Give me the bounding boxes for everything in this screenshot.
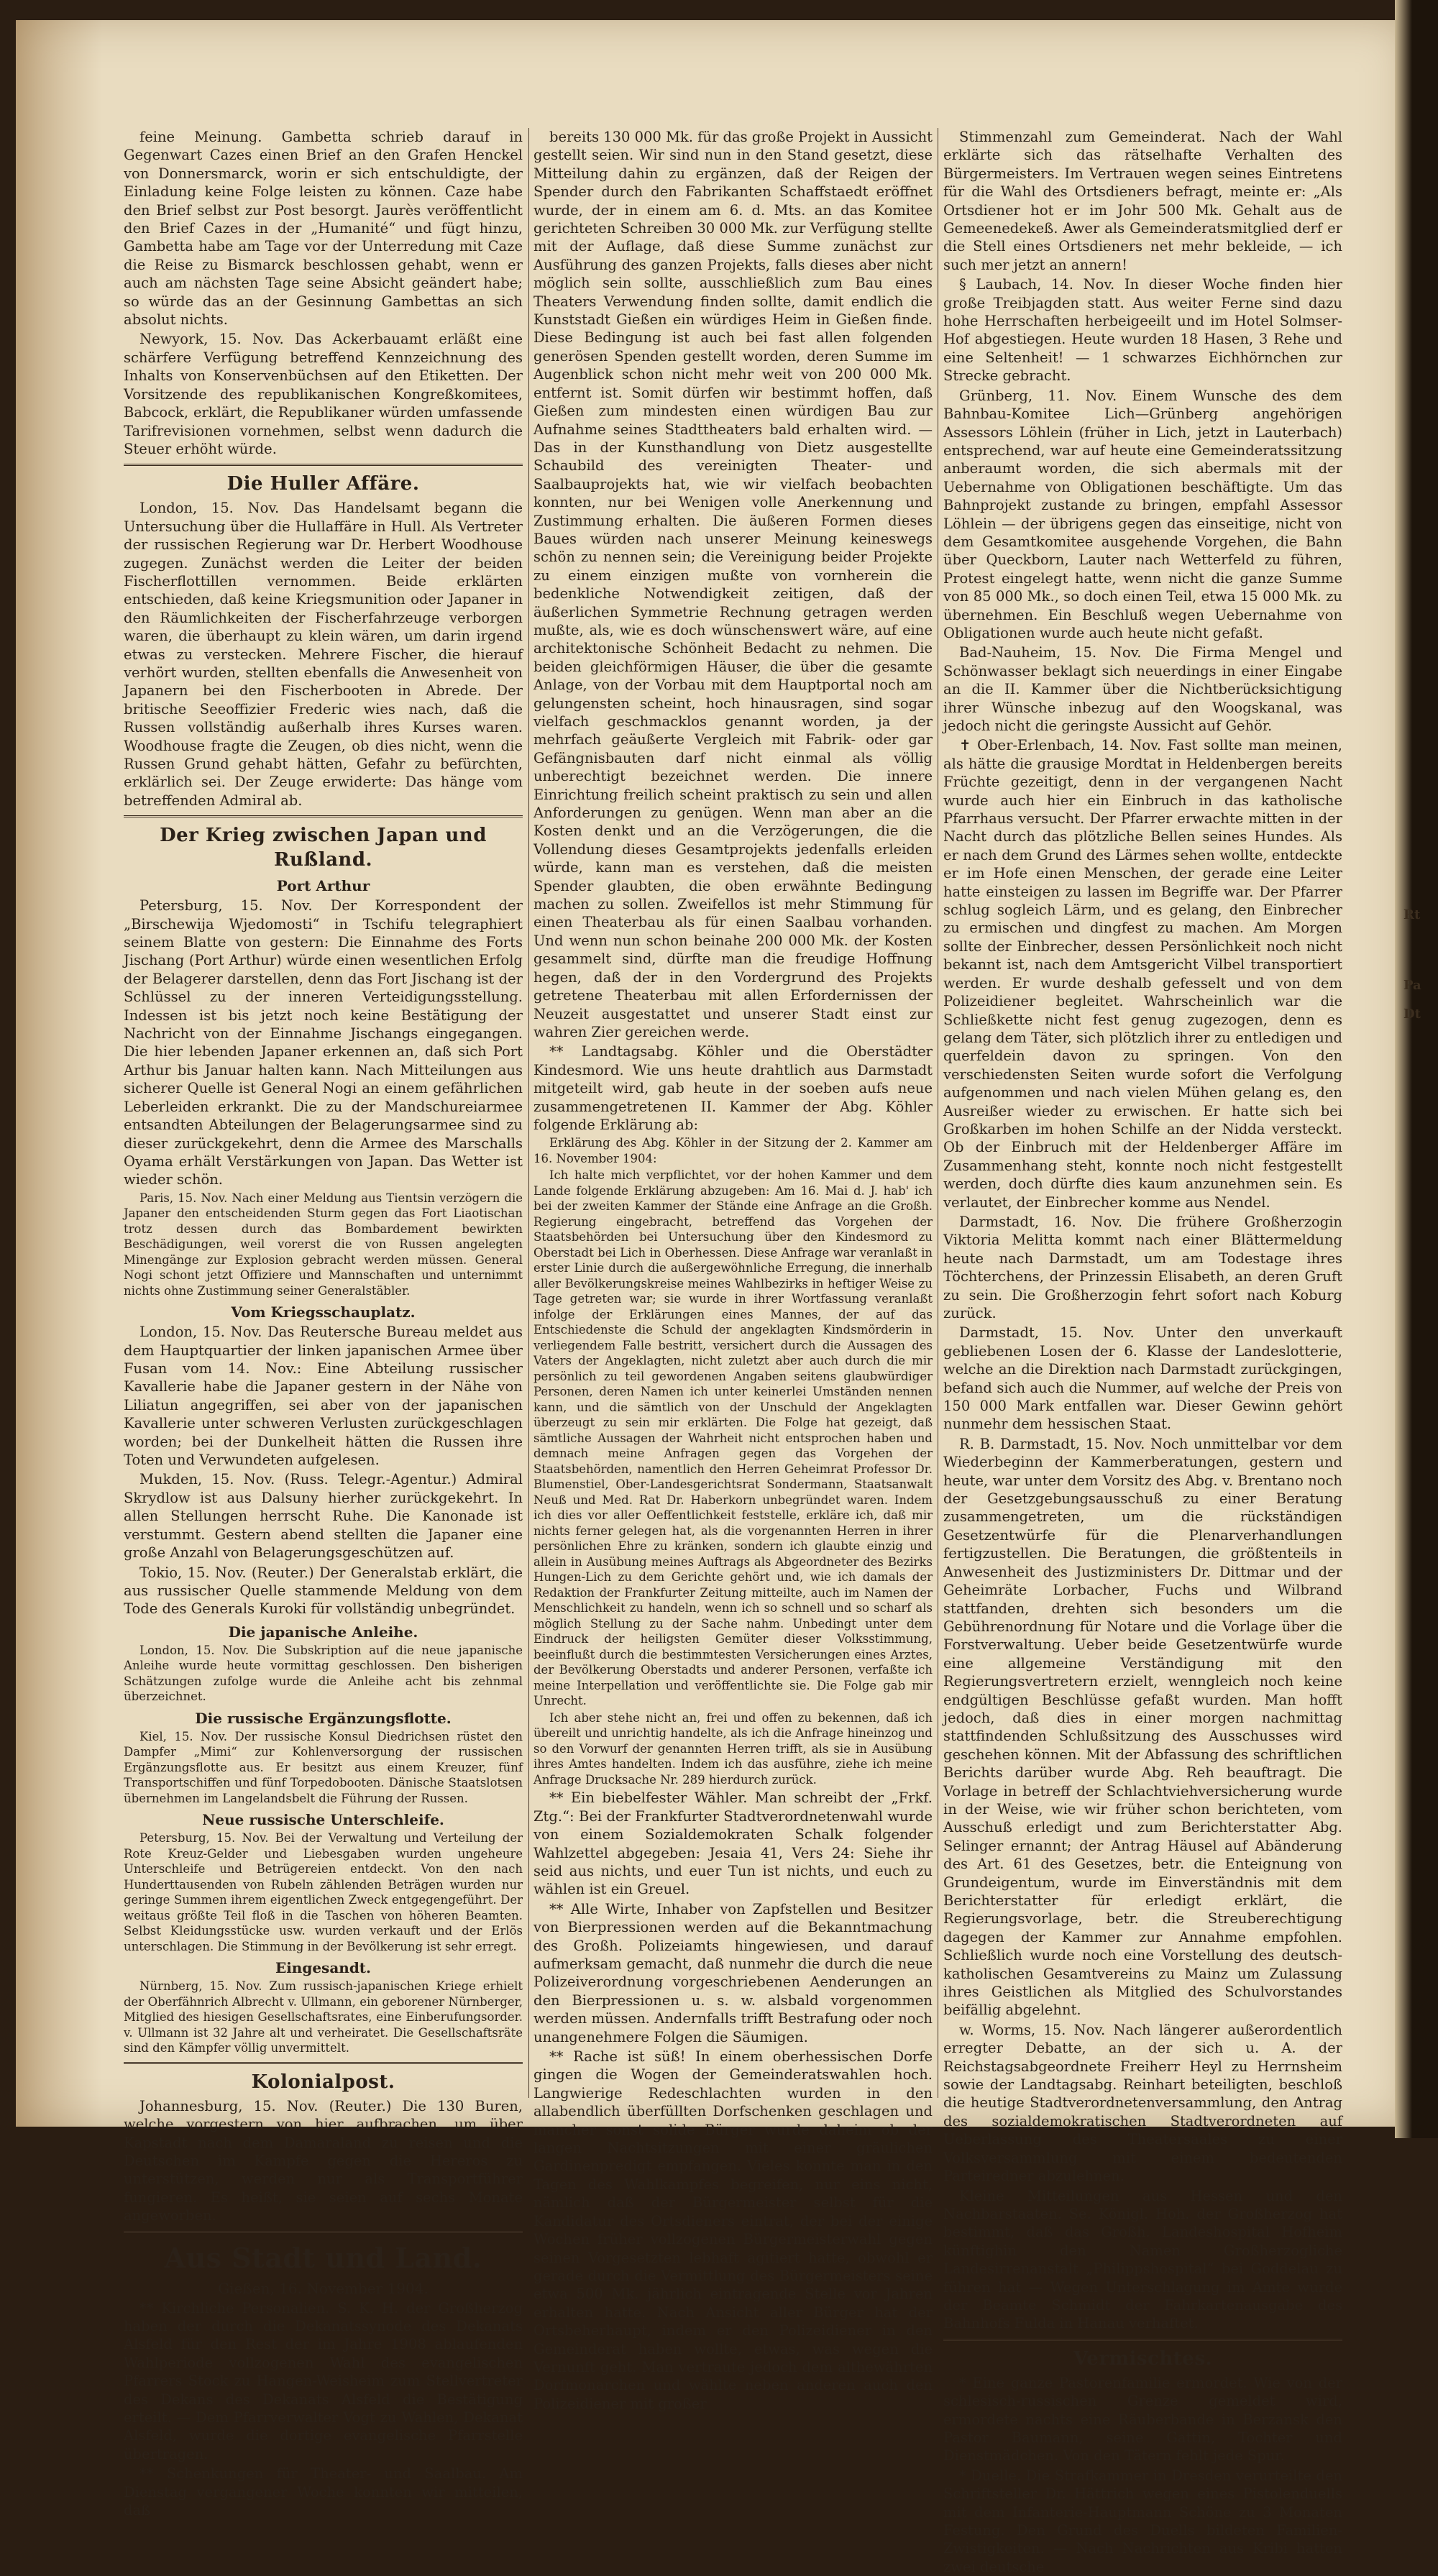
column-2 bbox=[533, 128, 933, 2412]
section-rule bbox=[124, 2231, 523, 2233]
section-rule bbox=[124, 2062, 523, 2064]
article-paragraph: § Laubach, 14. Nov. In dieser Woche finden hier große Treibjagden statt. Aus weiter Ferne sind dazu hohe Herrschaften herbeigeeilt und im Hotel Solmser-Hof abgestiegen. Heute wurden 18 Hasen, 3 Rehe und eine Seltenheit! — 1 schwarzes Eichhörnchen zur Strecke gebracht. bbox=[943, 276, 1342, 385]
article-paragraph: R. B. Darmstadt, 15. Nov. Noch unmittelbar vor dem Wiederbeginn der Kammerberatungen, gestern und heute, war unter dem Vorsitz des Abg. v. Brentano noch der Gesetzgebungsausschuß zu einer Beratung zusammengetreten, um die rückständigen Gesetzentwürfe für die Plenarverhandlungen fertigzustellen. Die Beratungen, die größtenteils in Anwesenheit des Justizministers Dr. Dittmar und der Geheimräte Lorbacher, Fuchs und Wilbrand stattfanden, drehten sich besonders um die Gebührenordnung für Notare und die Vorlage über die Forstverwaltung. Ueber beide Gesetzentwürfe wurde eine allgemeine Verständigung mit den Regierungsvertretern erzielt, wenngleich noch keine endgültigen Beschlüsse gefaßt wurden. Man hofft jedoch, daß dies in einer morgen nachmittag stattfindenden Schlußsitzung des Ausschusses wird geschehen können. Mit der Abfassung des schriftlichen Berichts darüber wurde Abg. Reh beauftragt. Die Vorlage in betreff der Schlachtviehversicherung wurde in der Weise, wie wir früher schon berichteten, vom Ausschuß erledigt und zum Berichterstatter Abg. Selinger ernannt; der Antrag Häusel auf Abänderung des Art. 61 des Gesetzes, betr. die Enteignung von Grundeigentum, wurde im Einverständnis mit dem Berichterstatter für erledigt erklärt, die Regierungsvorlage, betr. die Streuberechtigung dagegen der Kammer zur Annahme empfohlen. Schließlich wurde noch eine Vorstellung des deutsch-katholischen Gesamtvereins zu Mainz um Zulassung ihres Geistlichen als Mitglied des Schulvorstandes beifällig abgelehnt. bbox=[943, 1435, 1342, 2019]
quoted-statement: Erklärung des Abg. Köhler in der Sitzung der 2. Kammer am 16. November 1904: bbox=[533, 1136, 933, 1165]
subheading: Port Arthur bbox=[276, 877, 370, 895]
subheading: Die japanische Anleihe. bbox=[228, 1623, 418, 1641]
section-heading: Die Huller Affäre. bbox=[226, 473, 420, 495]
quoted-statement: Ich aber stehe nicht an, frei und offen zu bekennen, daß ich übereilt und unrichtig handelte, als ich die Anfrage hineinzog und so den Vorwurf der genannten Herren trifft, als sie in Ausübung ihres Amtes handelten. Indem ich das ausführe, ziehe ich meine Anfrage Drucksache Nr. 289 hierdurch zurück. bbox=[533, 1710, 933, 1787]
subheading: Eingesandt. bbox=[275, 1959, 372, 1977]
subheading: Neue russische Unterschleife. bbox=[202, 1811, 444, 1829]
article-paragraph: ** Schenkungen für Theater- und Saalbau. Am Dienstag vergangener Woche konnten wir mitteilen, daß bbox=[124, 2465, 523, 2519]
article-paragraph: Petersburg, 15. Nov. Bei der Verwaltung und Verteilung der Rote Kreuz-Gelder und Liebesgaben wurden ungeheure Unterschleife und Betrügereien entdeckt. Von den nach Hunderttausenden von Rubeln zählenden Beträgen wurden nur geringe Summen ihrem eigentlichen Zweck entgegengeführt. Der weitaus größte Teil floß in die Taschen von höheren Beamten. Selbst Kleidungsstücke usw. wurden verkauft und der Erlös unterschlagen. Die Stimmung in der Bevölkerung ist sehr erregt. bbox=[124, 1831, 523, 1953]
article-paragraph: Nürnberg, 15. Nov. Zum russisch-japanischen Kriege erhielt der Oberfähnrich Albrecht v. Ullmann, ein geborener Nürnberger, Mitglied des hiesigen Gesellschaftsrates, eine Einberufungsorder. v. Ullmann ist 32 Jahre alt und verheiratet. Die Gesellschaftsräte sind den Kämpfer völlig unvermittelt. bbox=[124, 1979, 523, 2055]
article-paragraph: * Eine ganze Pastorenfamilie ermordet. Wie von der schlesisch-russischen Grenze gemeldet wird, ermordete nachts eine Räuberbande in Berzansk den Pastor Baumann, seine Gattin, Tochter und Dienstmädchen. Von den Tätern fehlt jede Spur. bbox=[943, 2374, 1342, 2465]
subheading: Die russische Ergänzungsflotte. bbox=[195, 1709, 452, 1727]
edge-text: Dt bbox=[1403, 1007, 1421, 1022]
dateline: Gießen, 16. November 1904. bbox=[218, 2279, 429, 2297]
adjacent-page-edge bbox=[1395, 0, 1438, 2138]
article-paragraph: feine Meinung. Gambetta schrieb darauf in Gegenwart Cazes einen Brief an den Grafen Henckel von Donnersmarck, worin er sich entschuldigte, der Einladung keine Folge leisten zu können. Caze habe den Brief selbst zur Post besorgt. Jaurès veröffentlicht den Brief Cazes in der „Humanité“ und fügt hinzu, Gambetta habe am Tage vor der Unterredung mit Caze die Reise zu Bismarck beschlossen gehabt, wenn er auch am nächsten Tage seine Absicht geändert habe; so würde das an der Gesinnung Gambettas an sich absolut nichts. bbox=[124, 129, 523, 329]
article-paragraph: ** Kirchliche Personalien. S. K. H. der Großherzog haben der durch die Dekanatssynode des Dekanats Alsfeld für den Rest der im Jahre 1908 ablaufenden Wahlperiode vollzogenen Wahl des evangelischen Pfarrers Stock zu Hangen-Weisheim zum Stellvertreter des Dekans des Dekanats Alsfeld die Bestätigung erteilt. — Dem Pfarrverwalter Vogt zu Wahlen, Dekanat Alsfeld, wurde die dortige evangelische Pfarrstelle übertragen. bbox=[124, 2299, 523, 2462]
column-1 bbox=[124, 128, 523, 2519]
article-paragraph: London, 15. Nov. Die Subskription auf die neue japanische Anleihe wurde heute vormittag geschlossen. Den bisherigen Schätzungen zufolge wurde die Anleihe acht bis zehnmal überzeichnet. bbox=[124, 1643, 523, 1704]
article-paragraph: ** Ein biebelfester Wähler. Man schreibt der „Frkf. Ztg.“: Bei der Frankfurter Stadtverordnetenwahl wurde von einem Sozialdemokraten Schalk folgender Wahlzettel abgegeben: Jesaia 41, Vers 24: Siehe ihr seid aus nichts, und euer Tun ist nichts, und euch zu wählen ist ein Greuel. bbox=[533, 1789, 933, 1898]
article-paragraph: Bad-Nauheim, 15. Nov. Die Firma Mengel und Schönwasser beklagt sich neuerdings in einer Eingabe an die II. Kammer über die Nichtberücksichtigung ihrer Wünsche inbezug auf den Woogskanal, was jedoch nicht die geringste Aussicht auf Gehör. bbox=[943, 644, 1342, 734]
article-paragraph: Paris, 15. Nov. Nach einer Meldung aus Tientsin verzögern die Japaner den entscheidenden Sturm gegen das Fort Liaotischan trotz dessen durch das Bombardement bewirkten Beschädigungen, weil vorerst die von Russen angelegten Minengänge zur Explosion gebracht werden müssen. General Nogi schont jetzt Offiziere und Mannschaften und unternimmt nichts ohne Zustimmung seiner Generalstäbler. bbox=[124, 1191, 523, 1298]
article-paragraph: ** Landtagsabg. Köhler und die Oberstädter Kindesmord. Wie uns heute drahtlich aus Darmstadt mitgeteilt wird, gab heute in der soeben aufs neue zusammengetretenen II. Kammer der Abg. Köhler folgende Erklärung ab: bbox=[533, 1043, 933, 1133]
article-paragraph: Darmstadt, 15. Nov. Unter den unverkauft gebliebenen Losen der 6. Klasse der Landeslotterie, welche an die Direktion nach Darmstadt zurückgingen, befand sich auch die Nummer, auf welche der Preis von 150 000 Mark entfallen war. Dieser Gewinn gehört nunmehr dem hessischen Staat. bbox=[943, 1324, 1342, 1433]
column-3 bbox=[943, 128, 1342, 2575]
section-heading: Der Krieg zwischen Japan und Rußland. bbox=[160, 825, 487, 871]
article-paragraph: London, 15. Nov. Das Handelsamt begann die Untersuchung über die Hullaffäre in Hull. Als Vertreter der russischen Regierung war Dr. Herbert Woodhouse zugegen. Zunächst werden die Leiter der beiden Fischerflottillen vernommen. Beide erklärten entschieden, daß keine Kriegsmunition oder Japaner in den Räumlichkeiten der Fischerfahrzeuge verborgen waren, die überhaupt zu klein wären, um darin irgend etwas zu verstecken. Mehrere Fischer, die hierauf verhört wurden, stellten ebenfalls die Anwesenheit von Japanern bei den Fischerbooten in Abrede. Der britische Seeoffizier Frederic wies nach, daß die Russen vollständig außerhalb ihres Kurses waren. Woodhouse fragte die Zeugen, ob dies nicht, wenn die Russen Grund gehabt hätten, Gefahr zu befürchten, erklärlich sei. Der Zeuge erwiderte: Das hänge vom betreffenden Admiral ab. bbox=[124, 500, 523, 809]
article-paragraph: w. Worms, 15. Nov. Nach längerer außerordentlich erregter Debatte, an der sich u. A. der Reichstagsabgeordnete Freiherr Heyl zu Herrnsheim sowie der Landtagsabg. Reinhart beteiligten, beschloß die heutige Stadtverordnetenversammlung, den Antrag des sozialdemokratischen Stadtverordneten auf Ueberlassung des Theatersaales zu einer Volksversammlung mit einem bedeutenden Parteiredner abzulehnen. bbox=[943, 2021, 1342, 2185]
section-rule bbox=[943, 2339, 1342, 2341]
article-paragraph: ** Alle Wirte, Inhaber von Zapfstellen und Besitzer von Bierpressionen werden auf die Bekanntmachung des Großh. Polizeiamts hingewiesen, und darauf aufmerksam gemacht, daß nunmehr die durch die neue Polizeiverordnung vorgeschriebenen Aenderungen an den Bierpressionen u. s. w. alsbald vorgenommen werden müssen. Andernfalls trifft Bestrafung oder noch unangenehmere Folgen die Säumigen. bbox=[533, 1900, 933, 2045]
section-rule bbox=[124, 464, 523, 466]
section-heading: Kolonialpost. bbox=[251, 2071, 395, 2093]
article-paragraph: Kiel, 15. Nov. Der russische Konsul Diedrichsen rüstet den Dampfer „Mimi“ zur Kohlenversorgung der russischen Ergänzungsflotte aus. Er besitzt aus einem Kreuzer, fünf Transportschiffen und fünf Torpedobooten. Dänische Staatslotsen übernehmen im Langelandsbelt die Führung der Russen. bbox=[124, 1729, 523, 1805]
article-paragraph: Mukden, 15. Nov. (Russ. Telegr.-Agentur.) Admiral Skrydlow ist aus Dalsuny hierher zurückgekehrt. In allen Stellungen herrscht Ruhe. Die Kanonade ist verstummt. Gestern abend stellten die Japaner eine große Anzahl von Belagerungsgeschützen auf. bbox=[124, 1471, 523, 1562]
edge-text: Rt bbox=[1403, 907, 1421, 922]
article-paragraph: London, 15. Nov. Das Reutersche Bureau meldet aus dem Hauptquartier der linken japanischen Armee über Fusan vom 14. Nov.: Eine Abteilung russischer Kavallerie habe die Japaner gestern in der Nähe von Liliatun angegriffen, sei aber von der japanischen Kavallerie unter schweren Verlusten zurückgeschlagen worden; bei der Dunkelheit hätten die Russen ihre Toten und Verwundeten aufgelesen. bbox=[124, 1324, 523, 1469]
article-paragraph: Kleine Mitteilungen aus Hessen und den Nachbarstaaten. Se. Königl. Hoh. der Großherzog hat bestimmt, daß das Großh. Landeshospital Hofheim künftighin den Namen Großherzogliche Landesirrenanstalt „Philippshospital“ bei Goddelau zu führen hat — Wegen Unterschlagung im Amte wurde der Beamte Schmidt der Fahrkartenausgabe des Bahnhofs Fulda in Hanau verhaftet. bbox=[943, 2187, 1342, 2332]
column-divider bbox=[528, 128, 529, 2098]
article-paragraph: Petersburg, 15. Nov. Der Korrespondent der „Birschewija Wjedomosti“ in Tschifu telegraphiert seinem Blatte von gestern: Die Einnahme des Forts Jischang (Port Arthur) würde einen wesentlichen Erfolg der Belagerer darstellen, denn das Fort Jischang ist der Schlüssel zu der inneren Verteidigungsstellung. Indessen ist bis jetzt noch keine Bestätigung der Nachricht von der Einnahme Jischangs eingegangen. Die hier lebenden Japaner erkennen an, daß sich Port Arthur bis Januar halten kann. Nach Mitteilungen aus sicherer Quelle ist General Nogi an einem gefährlichen Leberleiden erkrankt. Die zu der Mandschureiarmee entsandten Abteilungen der Belagerungsarmee sind zu dieser zurückgekehrt, denn die Armee des Marschalls Oyama erhält Verstärkungen von Japan. Das Wetter ist wieder schön. bbox=[124, 897, 523, 1188]
subheading: Vom Kriegsschauplatz. bbox=[231, 1303, 416, 1321]
section-rule bbox=[124, 815, 523, 817]
article-paragraph: * Duelle. Die Strafkammer in Dresden verurteilte den Schriftsteller Dr. Hättrich wegen eines Pistolenduells mit dem Infanterie-Hauptmann Schöne zu 3 Monaten Festung. Den Grund des Duells bildeten Familien-Zwistigkeiten. — Nach Nachrichten aus Kribi hatten zwei deutsche bbox=[943, 2467, 1342, 2575]
article-paragraph: Tokio, 15. Nov. (Reuter.) Der Generalstab erklärt, die aus russischer Quelle stammende Meldung von dem Tode des Generals Kuroki für vollständig unbegründet. bbox=[124, 1564, 523, 1618]
article-paragraph: Newyork, 15. Nov. Das Ackerbauamt erläßt eine schärfere Verfügung betreffend Kennzeichnung des Inhalts von Konservenbüchsen auf den Etiketten. Der Vorsitzende des republikanischen Kongreßkomitees, Babcock, erklärt, die Republikaner würden umfassende Tarifrevisionen vornehmen, selbst wenn dadurch die Steuer erhöht würde. bbox=[124, 331, 523, 457]
article-paragraph: bereits 130 000 Mk. für das große Projekt in Aussicht gestellt seien. Wir sind nun in den Stand gesetzt, diese Mitteilung dahin zu ergänzen, daß der Reigen der Spender durch den Fabrikanten Schaffstaedt eröffnet wurde, der in einem am 6. d. Mts. an das Komitee gerichteten Schreiben 30 000 Mk. zur Verfügung stellte mit der Auflage, daß diese Summe zunächst zur Ausführung des ganzen Projekts, falls dieses aber nicht möglich sein sollte, ausschließlich zum Bau eines Theaters Verwendung finden sollte, damit endlich die Kunststadt Gießen ein würdiges Heim in Gießen finde. Diese Bedingung ist auch bei fast allen folgenden generösen Spenden gestellt worden, deren Summe im Augenblick schon nicht mehr weit von 200 000 Mk. entfernt ist. Somit dürfen wir bestimmt hoffen, daß Gießen zum mindesten einen würdigen Bau zur Aufnahme seines Stadttheaters bald erhalten wird. — Das in der Kunsthandlung von Dietz ausgestellte Schaubild des vereinigten Theater- und Saalbauprojekts hat, wie wir vielfach beobachten konnten, nur bei Wenigen volle Anerkennung und Zustimmung erhalten. Die äußeren Formen dieses Baues würden nach unserer Meinung keineswegs schön zu nennen sein; die Vereinigung beider Projekte zu einem einzigen mußte von vornherein die bedenkliche Notwendigkeit zeitigen, daß der äußerlichen Symmetrie Rechnung getragen werden mußte, als, wie es doch wünschenswert wäre, auf eine architektonische Schönheit Bedacht zu nehmen. Die beiden gleichförmigen Häuser, die über die gesamte Anlage, von der Vorbau mit dem Hauptportal noch am gelungensten scheint, hoch hinausragen, sind sogar vielfach geschmacklos genannt worden, ja der mehrfach geäußerte Vergleich mit Fabrik- oder gar Gefängnisbauten darf nicht einmal als völlig unberechtigt bezeichnet werden. Die innere Einrichtung freilich scheint praktisch zu sein und allen Anforderungen zu genügen. Wenn man aber an die Kosten denkt und an die Verzögerungen, die die Vollendung dieses Gesamtprojekts jedenfalls erleiden würde, kann man es verstehen, daß die meisten Spender glaubten, die oben erwähnte Bedingung machen zu sollen. Zweifellos ist mehr Stimmung für einen Theaterbau als für einen Saalbau vorhanden. Und wenn nun schon beinahe 200 000 Mk. der Kosten gesammelt sind, dürfte man die freudige Hoffnung hegen, daß der in den Vordergrund des Projekts getretene Theaterbau mit allen Erfordernissen der Neuzeit ausgestattet und unserer Stadt einst zur wahren Zier gereichen werde. bbox=[533, 129, 933, 1040]
article-paragraph: Johannesburg, 15. Nov. (Reuter.) Die 130 Buren, welche vorgestern von hier aufbrachen, um über Kapstadt nach dem Damaraland zu reisen und die Deutschen im Kampfe gegen die Hereros zu unterstützen, werden nur als Transportführer fungieren. Es heißt, sie seien auf sechs Monate angeworben. bbox=[124, 2097, 523, 2224]
article-paragraph: ✝ Ober-Erlenbach, 14. Nov. Fast sollte man meinen, als hätte die grausige Mordtat in Heldenbergen bereits Früchte gezeitigt, denn in der vergangenen Nacht wurde auch hier ein Einbruch in das katholische Pfarrhaus versucht. Der Pfarrer erwachte mitten in der Nacht durch das plötzliche Bellen seines Hundes. Als er nach dem Grund des Lärmes sehen wollte, entdeckte er im Hofe einen Menschen, der gerade eine Leiter hatte einsteigen zu lassen im Begriffe war. Der Pfarrer schlug sogleich Lärm, und es gelang, den Einbrecher zu ermischen und dingfest zu machen. Am Morgen sollte der Einbrecher, dessen Persönlichkeit noch nicht bekannt ist, nach dem Amtsgericht Vilbel transportiert werden. Er wurde deshalb gefesselt und von dem Polizeidiener begleitet. Wahrscheinlich war die Schließkette nicht fest genug zugezogen, denn es gelang dem Täter, sich plötzlich ihrer zu entledigen und querfeldein davon zu springen. Von den verschiedensten Seiten wurde sofort die Verfolgung aufgenommen und nach vielen Mühen gelang es, den Ausreißer wieder zu erwischen. Er hatte sich bei Großkarben im hohen Schilfe an der Nidda versteckt. Ob der Einbruch mit der Heldenberger Affäre im Zusammenhang steht, konnte noch nicht festgestellt werden, doch dürfte dies kaum anzunehmen sein. Es verlautet, der Einbrecher komme aus Nendel. bbox=[943, 737, 1342, 1211]
newspaper-page bbox=[16, 20, 1406, 2575]
edge-text: Pa bbox=[1403, 978, 1421, 993]
section-heading: Vermischtes. bbox=[1073, 2347, 1213, 2370]
quoted-statement: Ich halte mich verpflichtet, vor der hohen Kammer und dem Lande folgende Erklärung abzugeben: Am 16. Mai d. J. hab' ich bei der zweiten Kammer der Stände eine Anfrage an die Großh. Regierung eingebracht, betreffend das Vorgehen der Staatsbehörden bei Untersuchung über den Kindesmord zu Oberstadt bei Lich in Oberhessen. Diese Anfrage war veranlaßt in erster Linie durch die außergewöhnliche Erregung, die innerhalb aller Bevölkerungskreise meines Wahlbezirks in heftiger Weise zu Tage getreten war; sie wurde in ihrer Wortfassung veranlaßt infolge der Erklärungen eines Mannes, der auf das Entschiedenste die Schuld der angeklagten Kindsmörderin in verliegendem Falle bestritt, versichert durch die Aussagen des Vaters der Angeklagten, nicht zuletzt aber auch durch die mir persönlich zu teil gewordenen Angaben seitens glaubwürdiger Personen, deren Namen ich unter keinerlei Umständen nennen kann, und die sämtlich von der Unschuld der Angeklagten überzeugt zu sein mir erklärten. Die Folge hat gezeigt, daß sämtliche Aussagen der Wahrheit nicht entsprochen haben und demnach meine Anfragen gegen das Vorgehen der Staatsbehörden, namentlich den Herren Geheimrat Professor Dr. Blumenstiel, Ober-Landesgerichtsrat Sondermann, Staatsanwalt Neuß und Med. Rat Dr. Haberkorn unbegründet waren. Indem ich dies vor aller Oeffentlichkeit feststelle, erkläre ich, daß mir nichts ferner gelegen hat, als die vorgenannten Herren in ihrer persönlichen Ehre zu kränken, sondern ich glaubte einzig und allein in Ausübung meines Auftrags als Abgeordneter des Bezirks Hungen-Lich zu dem Gerichte gehört und, wie ich damals der Redaktion der Frankfurter Zeitung mitteilte, auch im Namen der Menschlichkeit zu handeln, wenn ich so schnell und so scharf als möglich Stellung zu der Sache nahm. Unbedingt unter dem Eindruck der heiligsten Gemüter dieser Volksstimmung, beeinflußt durch die bestimmtesten Versicherungen eines Arztes, der Bevölkerung Oberstadts und anderer Personen, verfaßte ich meine Interpellation und veröffentlichte sie. Die Folge gab mir Unrecht. bbox=[533, 1168, 933, 1708]
section-heading: Aus Stadt und Land. bbox=[164, 2241, 482, 2274]
article-paragraph: Stimmenzahl zum Gemeinderat. Nach der Wahl erklärte sich das rätselhafte Verhalten des Bürgermeisters. Im Vertrauen wegen seines Eintretens für die Wahl des Ortsdieners befragt, meinte er: „Als Ortsdiener hot er im Johr 500 Mk. Gehalt aus de Gemeenedekeß. Awer als Gemeinderatsmitglied derf er die Stell eines Ortsdieners net mehr bekleide, — ich such mer jetzt an annern! bbox=[943, 129, 1342, 273]
article-paragraph: Grünberg, 11. Nov. Einem Wunsche des dem Bahnbau-Komitee Lich—Grünberg angehörigen Assessors Löhlein (früher in Lich, jetzt in Lauterbach) entsprechend, war auf heute eine Gemeinderatssitzung anberaumt worden, die sich abermals mit der Uebernahme von Obligationen beschäftigte. Um das Bahnprojekt zustande zu bringen, empfahl Assessor Löhlein — der übrigens gegen das einseitige, nicht von dem Gesamtkomitee ausgehende Vorgehen, die Bahn über Queckborn, Lauter nach Wetterfeld zu führen, Protest eingelegt hatte, wenn nicht die ganze Summe von 85 000 Mk., so doch einen Teil, etwa 15 000 Mk. zu übernehmen. Ein Beschluß wegen Uebernahme von Obligationen wurde auch heute nicht gefaßt. bbox=[943, 387, 1342, 641]
article-paragraph: Darmstadt, 16. Nov. Die frühere Großherzogin Viktoria Melitta kommt nach einer Blättermeldung heute nach Darmstadt, um am Todestage ihres Töchterchens, der Prinzessin Elisabeth, an deren Gruft zu sein. Die Großherzogin fehrt sofort nach Koburg zurück. bbox=[943, 1213, 1342, 1321]
article-paragraph: ** Rache ist süß! In einem oberhessischen Dorfe gingen die Wogen der Gemeinderatswahlen hoch. Langwierige Redeschlachten wurden in den allabendlich überfüllten Dorfschenken geschlagen und mancher sonst solide Bürger wurde daheim ob der langen Nachtsitzungen mit einer gräulichen Gardinenpredigt empfangen. Vieles konnte man in den Tagen des Wahlkampfes begreifen, nur eins nicht, nämlich daß der Bürgermeister selbst für die Kandidatur des Ortsdieners eintrat, der bei der einige Wochen früher vollzogenen Bürgermeisterwahl gegen seinen Vorgesetzten lebhaft agitiert hatte, obwohl er gerade durch die Vermittlung des Bürgermeisters seine etwa 500 Mk. jährlich eintragende Stelle vor Jahren erhalten hatte. Nach Ansicht aller Bürger hat der Ortsbeherhaupt, indem er den Polizeidiener in den Gemeinderat haben wollte, etwas, was wegen die Vernunft geht. Man vertraute jedoch dem althewährten Dorfmonarchen und wählte neben anderen auch den Polizeidiener mit großer bbox=[533, 2048, 933, 2412]
